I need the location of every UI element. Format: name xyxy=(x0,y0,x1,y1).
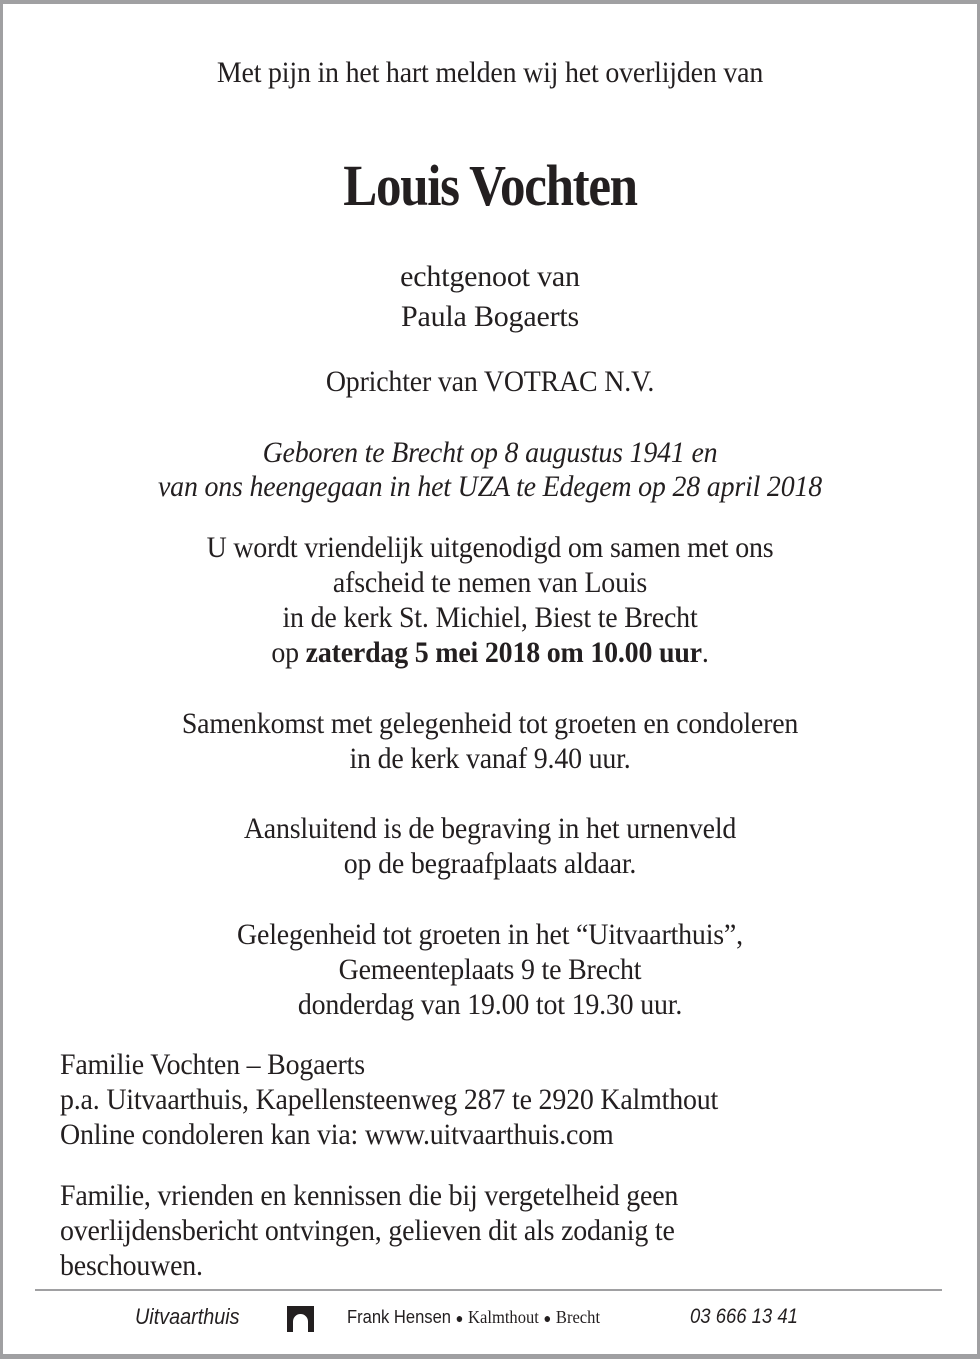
arch-logo-icon xyxy=(287,1306,314,1332)
notice-line-1: Familie, vrienden en kennissen die bij vergetelheid geen xyxy=(60,1179,679,1212)
burial-line-1: Aansluitend is de begraving in het urnenveld xyxy=(243,812,737,845)
invite-line-3: in de kerk St. Michiel, Biest te Brecht xyxy=(282,601,698,634)
notice-line-2: overlijdensbericht ontvingen, gelieven dit als zodanig te xyxy=(60,1214,675,1247)
footer-bar xyxy=(0,1302,980,1332)
ceremony-datetime xyxy=(37,636,943,670)
footer-contact-line xyxy=(347,1302,600,1333)
gathering-line-1: Samenkomst met gelegenheid tot groeten en condoleren xyxy=(181,707,799,740)
intro-text: Met pijn in het hart melden wij het overlijden van xyxy=(216,56,764,89)
director-name: Frank Hensen xyxy=(347,1307,452,1327)
town-brecht: Brecht xyxy=(555,1307,601,1327)
visitation-line-3: donderdag van 19.00 tot 19.30 uur. xyxy=(297,988,683,1021)
spouse-label: echtgenoot van xyxy=(400,260,580,293)
ceremony-date-bold: zaterdag 5 mei 2018 om 10.00 uur xyxy=(305,636,702,669)
birth-line-2: van ons heengegaan in het UZA te Edegem op 28 april 2018 xyxy=(157,470,822,503)
spouse-name: Paula Bogaerts xyxy=(401,300,579,333)
notice-line-3: beschouwen. xyxy=(60,1249,203,1282)
obituary-page xyxy=(3,4,977,1354)
online-condolence: Online condoleren kan via: www.uitvaarthuis.com xyxy=(60,1118,614,1151)
invite-line-2: afscheid te nemen van Louis xyxy=(332,566,648,599)
ceremony-suffix: . xyxy=(701,636,709,669)
phone-number: 03 666 13 41 xyxy=(690,1305,798,1328)
deceased-name: Louis Vochten xyxy=(343,153,637,218)
role-text: Oprichter van VOTRAC N.V. xyxy=(325,365,655,398)
bullet-icon: ● xyxy=(543,1310,552,1326)
town-kalmthout: Kalmthout xyxy=(468,1307,539,1327)
burial-line-2: op de begraafplaats aldaar. xyxy=(343,847,637,880)
family-name: Familie Vochten – Bogaerts xyxy=(60,1048,365,1081)
gathering-line-2: in de kerk vanaf 9.40 uur. xyxy=(349,742,631,775)
visitation-line-1: Gelegenheid tot groeten in het “Uitvaarthuis”, xyxy=(237,918,743,951)
contact-address: p.a. Uitvaarthuis, Kapellensteenweg 287 te 2920 Kalmthout xyxy=(60,1083,719,1116)
footer-divider xyxy=(35,1289,942,1291)
birth-line-1: Geboren te Brecht op 8 augustus 1941 en xyxy=(262,436,718,469)
funeral-home-brand: Uitvaarthuis xyxy=(135,1304,240,1329)
invite-line-1: U wordt vriendelijk uitgenodigd om samen met ons xyxy=(206,531,774,564)
bullet-icon: ● xyxy=(455,1310,464,1326)
ceremony-prefix: op xyxy=(271,636,306,669)
visitation-line-2: Gemeenteplaats 9 te Brecht xyxy=(338,953,642,986)
